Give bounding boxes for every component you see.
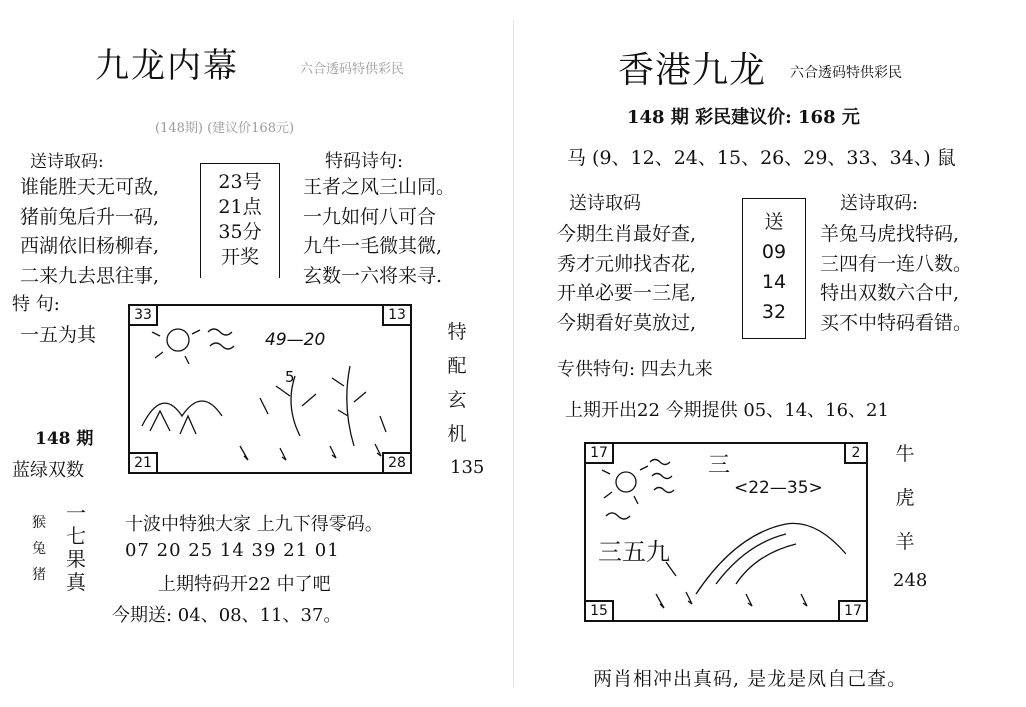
right-poem-line: 特出双数六合中, (820, 282, 960, 304)
sketch-scribble: 49—20 (265, 330, 326, 350)
left-last-issue: 上期特码开22 中了吧 (158, 574, 331, 595)
right-title: 香港九龙 (618, 50, 767, 91)
sketch-digit: 5 (285, 368, 295, 386)
left-special-line: 玄数一六将来寻. (303, 264, 443, 287)
right-sketch-frame (584, 442, 868, 622)
right-poem-line: 今期生肖最好查, (557, 223, 697, 245)
sketch-scribble-b: <22—35> (734, 478, 823, 498)
zodiac-char: 猴 (32, 515, 46, 531)
left-poem-line: 二来九去思往事, (20, 264, 160, 287)
left-special-list (303, 173, 455, 291)
vertical-char: 玄 (447, 389, 467, 411)
zodiac-big-char: 真 (66, 570, 86, 594)
left-special-line: 九牛一毛微其微, (303, 235, 443, 257)
vertical-char: 特 (447, 321, 467, 343)
left-note-line: 十波中特独大家 上九下得零码。 (125, 514, 383, 535)
right-poem-line: 秀才元帅找杏花, (557, 252, 697, 275)
right-poem-line: 今期看好莫放过, (557, 311, 697, 334)
left-draw-time-box (200, 163, 280, 278)
left-poem-line: 谁能胜天无可敌, (20, 176, 160, 198)
page-divider (513, 20, 514, 687)
send-box-line: 14 (761, 271, 787, 293)
send-box-line: 送 (764, 211, 784, 233)
left-zodiac-big (66, 502, 86, 594)
zodiac-big-char: 果 (66, 547, 86, 571)
send-box-line: 09 (761, 241, 787, 263)
right-last-line: 上期开出22 今期提供 05、14、16、21 (565, 400, 889, 421)
zodiac-char: 虎 (895, 487, 915, 509)
left-special-line: 一九如何八可合 (303, 205, 437, 228)
left-issue-faint: (148期) (建议价168元) (155, 121, 295, 136)
sketch-drawing (586, 444, 866, 620)
right-poem-line: 三四有一连八数。 (820, 252, 973, 275)
corner-number: 21 (130, 452, 158, 472)
send-box-line: 32 (761, 301, 787, 323)
box-line: 开奖 (220, 246, 259, 268)
sketch-drawing (130, 306, 410, 472)
sketch-scribble-a: 三 (708, 453, 731, 478)
left-this-issue: 今期送: 04、08、11、37。 (112, 605, 342, 626)
left-poem-line: 猪前兔后升一码, (20, 205, 160, 228)
zodiac-char: 牛 (895, 443, 915, 465)
corner-number: 17 (586, 444, 614, 464)
zodiac-big-char: 七 (66, 524, 86, 548)
right-horse-line: 马 (9、12、24、15、26、29、33、34、) 鼠 (567, 147, 956, 169)
right-poem-line: 买不中特码看错。 (820, 311, 973, 334)
left-zodiac-small (32, 510, 46, 588)
left-subtitle: 六合透码特供彩民 (300, 62, 405, 77)
box-line: 35分 (218, 221, 262, 243)
corner-number: 13 (382, 306, 410, 326)
right-poem-left-list (557, 220, 696, 338)
right-send-box (742, 198, 806, 339)
corner-number: 33 (130, 306, 158, 326)
zodiac-char: 猪 (32, 567, 46, 583)
right-zodiac-number: 248 (893, 570, 928, 591)
right-issue-line: 148 期 彩民建议价: 168 元 (627, 107, 860, 128)
right-poem-line: 开单必要一三尾, (557, 282, 697, 304)
left-number-line: 07 20 25 14 39 21 01 (125, 540, 340, 561)
corner-number: 17 (838, 600, 866, 620)
left-tejv-label: 特 句: (12, 294, 60, 315)
left-poem-list (20, 173, 159, 291)
corner-number: 28 (382, 452, 410, 472)
zodiac-big-char: 一 (66, 501, 86, 525)
right-poem-line: 羊兔马虎找特码, (820, 223, 960, 245)
zodiac-char: 兔 (32, 541, 46, 557)
right-poem-right-list (820, 220, 972, 338)
corner-number: 15 (586, 600, 614, 620)
right-title-sub: 六合透码特供彩民 (790, 65, 902, 81)
left-right-number: 135 (450, 457, 485, 478)
left-vertical-column (445, 315, 469, 451)
right-zodiac-vertical (893, 432, 917, 564)
vertical-char: 机 (447, 423, 467, 445)
left-sketch-frame (128, 304, 412, 474)
right-poem-header-left: 送诗取码 (569, 193, 641, 214)
box-line: 23号 (218, 171, 262, 193)
box-line: 21点 (218, 196, 262, 218)
zodiac-char: 羊 (895, 531, 915, 553)
left-title: 九龙内幕 (95, 46, 239, 86)
right-bottom-line: 两肖相冲出真码, 是龙是凤自己查。 (593, 668, 908, 690)
vertical-char: 配 (447, 355, 467, 377)
right-poem-header-right: 送诗取码: (840, 193, 919, 214)
left-special-header: 特码诗句: (325, 151, 404, 172)
left-tejv-text: 一五为其 (20, 324, 97, 346)
left-issue: 148 期 (35, 429, 94, 449)
left-poem-header: 送诗取码: (30, 152, 104, 172)
left-color-hint: 蓝绿双数 (12, 460, 84, 481)
right-special-line: 专供特句: 四去九来 (557, 359, 713, 380)
left-special-line: 王者之风三山同。 (303, 176, 456, 198)
corner-number: 2 (844, 444, 866, 464)
sketch-scribble-c: 三五九 (598, 538, 670, 566)
left-poem-line: 西湖依旧杨柳春, (20, 235, 160, 257)
